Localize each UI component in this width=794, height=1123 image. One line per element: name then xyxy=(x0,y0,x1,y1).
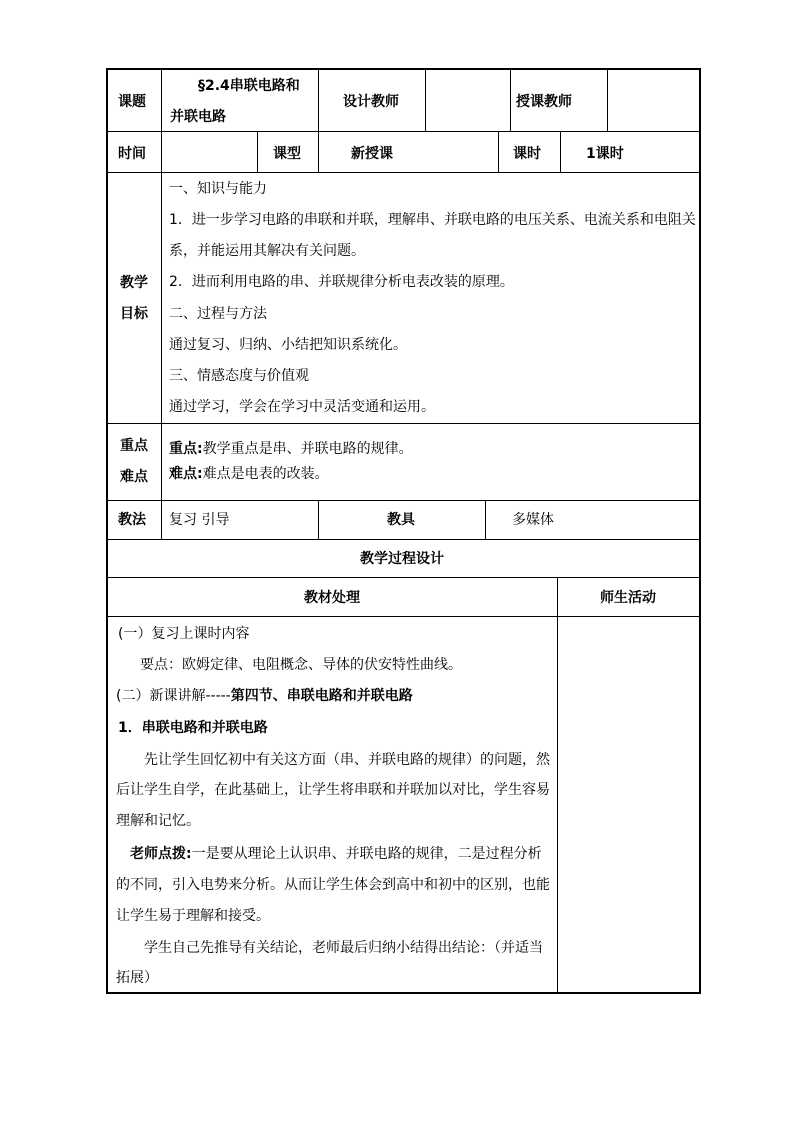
col-divider xyxy=(560,131,561,172)
designer-label: 设计教师 xyxy=(343,94,399,110)
keypoints-label-line1: 重点 xyxy=(120,438,148,454)
col-divider xyxy=(607,69,608,131)
paragraph-line: 学生自己先推导有关结论，老师最后归纳小结得出结论：（并适当 xyxy=(144,940,543,956)
goals-label-line2: 目标 xyxy=(120,306,148,322)
goal-line: 通过复习、归纳、小结把知识系统化。 xyxy=(169,337,407,353)
teacher-tip-text: 一是要从理论上认识串、并联电路的规律，二是过程分析 xyxy=(191,846,542,862)
section-review: (一）复习上课时内容 xyxy=(118,626,250,642)
class-hours-value: 1课时 xyxy=(586,146,624,162)
material-column-header: 教材处理 xyxy=(304,590,360,606)
paragraph-line: 让学生易于理解和接受。 xyxy=(116,908,270,924)
row-divider xyxy=(107,500,700,501)
subsection-title: 1．串联电路和并联电路 xyxy=(118,720,268,736)
row-divider xyxy=(107,539,700,540)
key-point xyxy=(169,440,413,458)
activity-column-header: 师生活动 xyxy=(600,590,656,606)
goal-line: 三、情感态度与价值观 xyxy=(169,368,309,384)
difficult-point xyxy=(169,465,329,483)
row-divider xyxy=(107,172,700,173)
topic-title-line2: 并联电路 xyxy=(170,109,226,125)
row-divider xyxy=(107,131,700,132)
col-divider xyxy=(510,69,511,131)
activity-column-divider xyxy=(557,577,558,993)
label-column-divider xyxy=(161,69,162,539)
row-divider xyxy=(107,577,700,578)
paragraph-line: 的不同，引入电势来分析。从而让学生体会到高中和初中的区别，也能 xyxy=(116,877,550,893)
topic-label: 课题 xyxy=(118,94,146,110)
paragraph-line: 拓展） xyxy=(116,970,158,986)
new-lesson-prefix: (二）新课讲解----- xyxy=(116,688,231,704)
goal-line: 1．进一步学习电路的串联和并联，理解串、并联电路的电压关系、电流关系和电阻关 xyxy=(169,212,696,228)
difficult-point-text: 难点是电表的改装。 xyxy=(202,466,329,482)
goal-line: 通过学习，学会在学习中灵活变通和运用。 xyxy=(169,399,435,415)
method-value: 复习 引导 xyxy=(169,512,230,528)
paragraph-line: 后让学生自学，在此基础上，让学生将串联和并联加以对比，学生容易 xyxy=(116,782,550,798)
tools-value: 多媒体 xyxy=(512,512,554,528)
col-divider xyxy=(498,131,499,172)
time-label: 时间 xyxy=(118,146,146,162)
section-new-lesson xyxy=(116,687,413,705)
process-title: 教学过程设计 xyxy=(360,551,444,567)
teacher-label: 授课教师 xyxy=(516,94,572,110)
col-divider xyxy=(485,500,486,539)
new-lesson-title: 第四节、串联电路和并联电路 xyxy=(230,688,413,704)
keypoints-label-line2: 难点 xyxy=(120,469,148,485)
goal-line: 2．进而利用电路的串、并联规律分析电表改装的原理。 xyxy=(169,274,514,290)
goal-line: 二、过程与方法 xyxy=(169,306,267,322)
teacher-tip-label: 老师点拨: xyxy=(130,846,192,862)
col-divider xyxy=(318,69,319,131)
goal-line: 一、知识与能力 xyxy=(169,181,267,197)
row-divider xyxy=(107,616,700,617)
difficult-point-label: 难点: xyxy=(169,466,203,482)
tools-label: 教具 xyxy=(387,512,415,528)
col-divider xyxy=(425,69,426,131)
teacher-tip xyxy=(130,845,542,863)
lesson-type-value: 新授课 xyxy=(351,146,393,162)
col-divider xyxy=(318,500,319,539)
key-point-text: 教学重点是串、并联电路的规律。 xyxy=(202,441,413,457)
paragraph-line: 理解和记忆。 xyxy=(116,813,200,829)
goals-label-line1: 教学 xyxy=(120,275,148,291)
col-divider xyxy=(318,131,319,172)
class-hours-label: 课时 xyxy=(513,146,541,162)
row-divider xyxy=(107,423,700,424)
method-label: 教法 xyxy=(118,512,146,528)
paragraph-line: 先让学生回忆初中有关这方面（串、并联电路的规律）的问题，然 xyxy=(144,752,550,768)
topic-title-line1: §2.4串联电路和 xyxy=(198,78,300,94)
goal-line: 系，并能运用其解决有关问题。 xyxy=(169,243,365,259)
review-points: 要点：欧姆定律、电阻概念、导体的伏安特性曲线。 xyxy=(140,657,462,673)
lesson-type-label: 课型 xyxy=(273,146,301,162)
col-divider xyxy=(257,131,258,172)
key-point-label: 重点: xyxy=(169,441,203,457)
